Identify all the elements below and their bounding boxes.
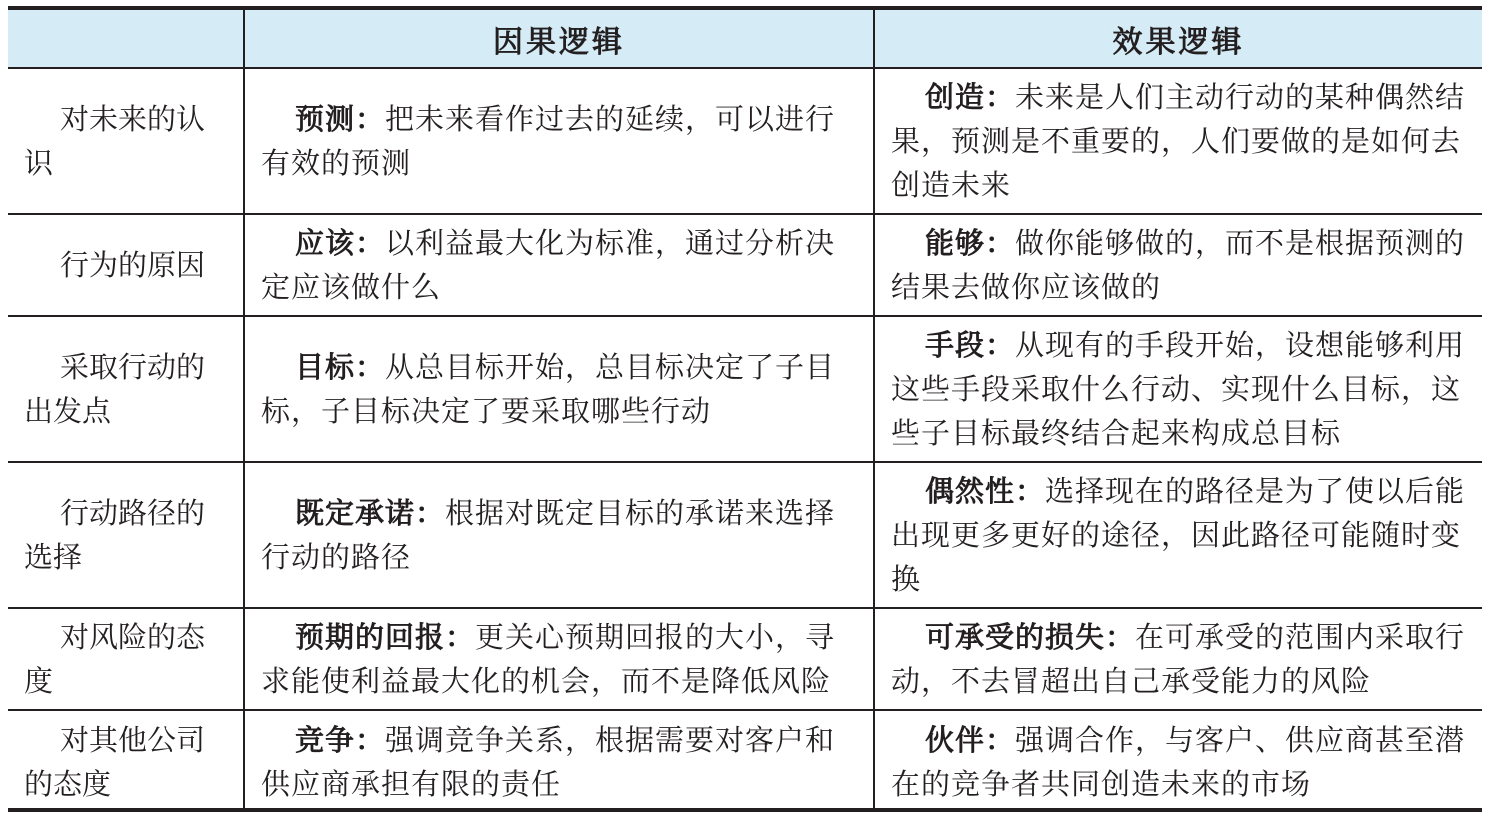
causal-term: 目标： <box>295 350 386 384</box>
table-row <box>8 462 1482 608</box>
causal-term: 预期的回报： <box>295 620 476 654</box>
row-aspect-label: 对其他公司的态度 <box>24 722 206 801</box>
causal-vs-effectual-table <box>8 10 1482 812</box>
table-row <box>8 214 1482 316</box>
row-aspect-cell <box>8 608 244 710</box>
effectual-description: 强调合作，与客户、供应商甚至潜在的竞争者共同创造未来的市场 <box>891 722 1466 801</box>
causal-cell <box>244 462 874 608</box>
effectual-description: 选择现在的路径是为了使以后能出现更多更好的途径，因此路径可能随时变换 <box>891 474 1466 596</box>
effectual-cell <box>874 710 1482 812</box>
row-aspect-label: 行为的原因 <box>60 248 206 282</box>
causal-description: 从总目标开始，总目标决定了子目标，子目标决定了要采取哪些行动 <box>261 350 836 428</box>
table-row <box>8 316 1482 462</box>
row-aspect-label: 行动路径的选择 <box>24 496 206 574</box>
causal-term: 应该： <box>295 226 386 260</box>
effectual-term: 手段： <box>925 328 1016 362</box>
causal-term: 既定承诺： <box>295 496 446 530</box>
row-aspect-cell <box>8 710 244 812</box>
comparison-table-frame <box>8 6 1482 812</box>
effectual-cell <box>874 316 1482 462</box>
table-row <box>8 710 1482 812</box>
causal-term: 竞争： <box>295 722 386 757</box>
effectual-description: 未来是人们主动行动的某种偶然结果，预测是不重要的，人们要做的是如何去创造未来 <box>891 80 1466 202</box>
causal-cell <box>244 710 874 812</box>
causal-cell <box>244 214 874 316</box>
header-causal-logic: 因果逻辑 <box>244 10 874 68</box>
row-aspect-cell <box>8 316 244 462</box>
causal-cell <box>244 316 874 462</box>
effectual-description: 做你能够做的，而不是根据预测的结果去做你应该做的 <box>891 226 1466 304</box>
row-aspect-cell <box>8 68 244 214</box>
header-blank-cell <box>8 10 244 68</box>
effectual-description: 从现有的手段开始，设想能够利用这些手段采取什么行动、实现什么目标，这些子目标最终结合起来构成总目标 <box>891 328 1466 450</box>
causal-cell <box>244 68 874 214</box>
table-row <box>8 608 1482 710</box>
causal-description: 根据对既定目标的承诺来选择行动的路径 <box>261 496 836 574</box>
effectual-cell <box>874 462 1482 608</box>
effectual-term: 创造： <box>925 80 1016 114</box>
effectual-term: 伙伴： <box>925 722 1016 757</box>
row-aspect-label: 采取行动的出发点 <box>24 350 206 428</box>
effectual-term: 可承受的损失： <box>925 620 1136 654</box>
header-effectual-logic: 效果逻辑 <box>874 10 1482 68</box>
effectual-cell <box>874 214 1482 316</box>
effectual-cell <box>874 608 1482 710</box>
effectual-term: 偶然性： <box>925 474 1046 508</box>
causal-description: 把未来看作过去的延续，可以进行有效的预测 <box>261 102 836 180</box>
row-aspect-label: 对未来的认识 <box>24 102 206 180</box>
row-aspect-cell <box>8 462 244 608</box>
effectual-term: 能够： <box>925 226 1016 260</box>
effectual-description: 在可承受的范围内采取行动，不去冒超出自己承受能力的风险 <box>891 620 1466 698</box>
causal-description: 更关心预期回报的大小，寻求能使利益最大化的机会，而不是降低风险 <box>261 620 836 698</box>
causal-description: 以利益最大化为标准，通过分析决定应该做什么 <box>261 226 836 304</box>
effectual-cell <box>874 68 1482 214</box>
table-row <box>8 68 1482 214</box>
row-aspect-cell <box>8 214 244 316</box>
causal-description: 强调竞争关系，根据需要对客户和供应商承担有限的责任 <box>261 722 836 801</box>
table-header-row <box>8 10 1482 68</box>
row-aspect-label: 对风险的态度 <box>24 620 206 698</box>
causal-term: 预测： <box>295 102 386 136</box>
causal-cell <box>244 608 874 710</box>
